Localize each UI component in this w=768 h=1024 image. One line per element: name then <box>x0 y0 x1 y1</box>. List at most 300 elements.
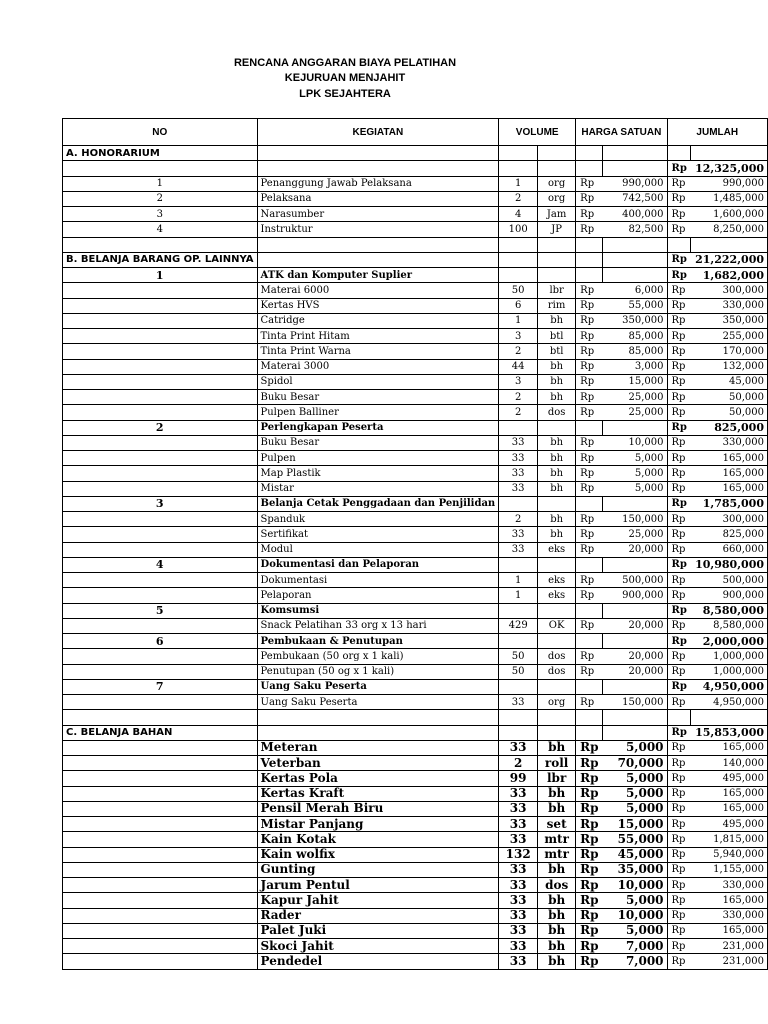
row-total-value: 495,000 <box>691 817 768 832</box>
empty-cell <box>576 557 603 572</box>
empty-cell <box>257 237 499 252</box>
row-price-value: 5,000 <box>603 481 667 496</box>
row-volume-unit: bh <box>538 435 576 450</box>
table-row <box>63 847 768 862</box>
row-volume-unit: lbr <box>538 771 576 786</box>
row-kegiatan: Jarum Pentul <box>257 878 499 893</box>
row-volume-qty: 2 <box>499 191 538 206</box>
row-volume-qty: 33 <box>499 740 538 755</box>
row-price-value: 85,000 <box>603 344 667 359</box>
row-volume-qty: 1 <box>499 588 538 603</box>
table-row <box>63 801 768 816</box>
group-total-currency: Rp <box>667 268 691 283</box>
row-total-currency: Rp <box>667 664 691 679</box>
row-kegiatan: Materai 6000 <box>257 283 499 298</box>
row-total-value: 8,580,000 <box>691 618 768 633</box>
row-total-currency: Rp <box>667 435 691 450</box>
row-volume-unit: bh <box>538 359 576 374</box>
empty-cell <box>667 237 691 252</box>
row-price-value: 500,000 <box>603 573 667 588</box>
row-price-value: 15,000 <box>603 817 667 832</box>
row-total-value: 990,000 <box>691 176 768 191</box>
empty-cell <box>499 237 538 252</box>
empty-cell <box>576 146 603 161</box>
empty-cell <box>499 420 538 435</box>
row-volume-unit: dos <box>538 649 576 664</box>
empty-cell <box>63 710 258 725</box>
row-number <box>63 298 258 313</box>
group-number: 4 <box>63 557 258 572</box>
row-price-value: 55,000 <box>603 832 667 847</box>
row-number <box>63 756 258 771</box>
section-header-row <box>63 146 768 161</box>
empty-cell <box>603 710 667 725</box>
row-total-value: 1,485,000 <box>691 191 768 206</box>
row-kegiatan: Spidol <box>257 374 499 389</box>
table-row <box>63 618 768 633</box>
empty-cell <box>603 725 667 740</box>
row-price-value: 20,000 <box>603 542 667 557</box>
row-price-currency: Rp <box>576 908 603 923</box>
empty-cell <box>603 603 667 618</box>
empty-cell <box>538 268 576 283</box>
row-total-value: 330,000 <box>691 298 768 313</box>
row-total-currency: Rp <box>667 817 691 832</box>
group-total-currency: Rp <box>667 420 691 435</box>
row-kegiatan: Dokumentasi <box>257 573 499 588</box>
row-kegiatan: Buku Besar <box>257 390 499 405</box>
row-volume-unit: bh <box>538 481 576 496</box>
col-header-volume: VOLUME <box>499 119 576 146</box>
table-row <box>63 878 768 893</box>
row-volume-unit: bh <box>538 801 576 816</box>
row-price-value: 5,000 <box>603 801 667 816</box>
group-header-row <box>63 496 768 511</box>
row-price-currency: Rp <box>576 771 603 786</box>
row-kegiatan: Penutupan (50 og x 1 kali) <box>257 664 499 679</box>
empty-cell <box>691 237 768 252</box>
row-price-currency: Rp <box>576 359 603 374</box>
section-total-value: 21,222,000 <box>691 252 768 267</box>
row-total-value: 4,950,000 <box>691 695 768 710</box>
table-row <box>63 908 768 923</box>
empty-cell <box>576 237 603 252</box>
group-total-currency: Rp <box>667 496 691 511</box>
empty-cell <box>257 725 499 740</box>
row-volume-qty: 429 <box>499 618 538 633</box>
row-total-value: 1,155,000 <box>691 862 768 877</box>
group-header-row <box>63 603 768 618</box>
section-header-row <box>63 252 768 267</box>
row-price-currency: Rp <box>576 573 603 588</box>
table-row <box>63 405 768 420</box>
row-kegiatan: Snack Pelatihan 33 org x 13 hari <box>257 618 499 633</box>
empty-cell <box>603 146 667 161</box>
row-number <box>63 405 258 420</box>
empty-cell <box>576 679 603 694</box>
row-volume-qty: 33 <box>499 435 538 450</box>
row-volume-unit: bh <box>538 786 576 801</box>
table-row <box>63 191 768 206</box>
row-volume-qty: 33 <box>499 893 538 908</box>
row-price-currency: Rp <box>576 512 603 527</box>
row-total-currency: Rp <box>667 542 691 557</box>
row-number <box>63 664 258 679</box>
table-row <box>63 649 768 664</box>
empty-cell <box>538 679 576 694</box>
table-row <box>63 512 768 527</box>
empty-cell <box>603 237 667 252</box>
spacer-row <box>63 710 768 725</box>
row-total-value: 50,000 <box>691 390 768 405</box>
row-price-currency: Rp <box>576 405 603 420</box>
row-volume-qty: 33 <box>499 786 538 801</box>
empty-cell <box>603 679 667 694</box>
table-row <box>63 359 768 374</box>
row-number <box>63 313 258 328</box>
row-volume-unit: JP <box>538 222 576 237</box>
row-volume-unit: bh <box>538 862 576 877</box>
row-number <box>63 923 258 938</box>
row-total-value: 1,815,000 <box>691 832 768 847</box>
group-total-value: 1,785,000 <box>691 496 768 511</box>
group-title: Komsumsi <box>257 603 499 618</box>
group-total-value: 825,000 <box>691 420 768 435</box>
row-kegiatan: Skoci Jahit <box>257 939 499 954</box>
row-price-currency: Rp <box>576 481 603 496</box>
row-volume-qty: 3 <box>499 329 538 344</box>
row-number <box>63 847 258 862</box>
section-total-currency: Rp <box>667 161 691 176</box>
section-total-value: 12,325,000 <box>691 161 768 176</box>
row-volume-qty: 50 <box>499 649 538 664</box>
empty-cell <box>499 268 538 283</box>
row-volume-qty: 50 <box>499 283 538 298</box>
row-kegiatan: Sertifikat <box>257 527 499 542</box>
table-row <box>63 756 768 771</box>
budget-table-body <box>63 119 768 970</box>
group-total-currency: Rp <box>667 634 691 649</box>
row-price-value: 25,000 <box>603 390 667 405</box>
row-kegiatan: Kapur Jahit <box>257 893 499 908</box>
empty-cell <box>603 634 667 649</box>
empty-cell <box>538 603 576 618</box>
row-price-currency: Rp <box>576 313 603 328</box>
row-number <box>63 329 258 344</box>
row-volume-unit: dos <box>538 664 576 679</box>
row-total-currency: Rp <box>667 939 691 954</box>
row-number <box>63 573 258 588</box>
row-number: 2 <box>63 191 258 206</box>
row-price-currency: Rp <box>576 527 603 542</box>
row-price-value: 3,000 <box>603 359 667 374</box>
row-price-value: 5,000 <box>603 786 667 801</box>
row-price-value: 35,000 <box>603 862 667 877</box>
row-number <box>63 832 258 847</box>
row-total-value: 500,000 <box>691 573 768 588</box>
group-title: Uang Saku Peserta <box>257 679 499 694</box>
row-total-currency: Rp <box>667 481 691 496</box>
empty-cell <box>257 146 499 161</box>
row-number <box>63 786 258 801</box>
table-row <box>63 573 768 588</box>
table-row <box>63 695 768 710</box>
empty-cell <box>576 710 603 725</box>
row-price-value: 5,000 <box>603 893 667 908</box>
group-title: Belanja Cetak Penggadaan dan Penjilidan <box>257 496 499 511</box>
row-price-value: 10,000 <box>603 435 667 450</box>
table-row <box>63 740 768 755</box>
row-total-currency: Rp <box>667 176 691 191</box>
row-kegiatan: Pendedel <box>257 954 499 969</box>
row-total-value: 165,000 <box>691 740 768 755</box>
row-total-currency: Rp <box>667 573 691 588</box>
table-row <box>63 344 768 359</box>
group-title: Pembukaan & Penutupan <box>257 634 499 649</box>
row-number <box>63 695 258 710</box>
empty-cell <box>603 496 667 511</box>
row-total-value: 165,000 <box>691 801 768 816</box>
row-price-value: 5,000 <box>603 740 667 755</box>
row-price-currency: Rp <box>576 222 603 237</box>
row-volume-qty: 33 <box>499 878 538 893</box>
row-price-currency: Rp <box>576 756 603 771</box>
row-kegiatan: Pelaksana <box>257 191 499 206</box>
row-price-value: 5,000 <box>603 451 667 466</box>
row-volume-qty: 33 <box>499 862 538 877</box>
row-total-currency: Rp <box>667 588 691 603</box>
row-total-currency: Rp <box>667 908 691 923</box>
row-kegiatan: Materai 3000 <box>257 359 499 374</box>
row-total-value: 45,000 <box>691 374 768 389</box>
table-row <box>63 786 768 801</box>
empty-cell <box>538 237 576 252</box>
section-total-currency: Rp <box>667 725 691 740</box>
empty-cell <box>691 146 768 161</box>
group-total-value: 10,980,000 <box>691 557 768 572</box>
row-total-value: 825,000 <box>691 527 768 542</box>
row-total-currency: Rp <box>667 405 691 420</box>
row-kegiatan: Pulpen Balliner <box>257 405 499 420</box>
col-header-no: NO <box>63 119 258 146</box>
row-price-currency: Rp <box>576 801 603 816</box>
row-volume-qty: 33 <box>499 695 538 710</box>
row-volume-unit: bh <box>538 908 576 923</box>
row-price-value: 400,000 <box>603 207 667 222</box>
row-price-currency: Rp <box>576 817 603 832</box>
row-volume-unit: bh <box>538 313 576 328</box>
table-row <box>63 451 768 466</box>
row-total-value: 255,000 <box>691 329 768 344</box>
table-row <box>63 176 768 191</box>
row-volume-unit: bh <box>538 939 576 954</box>
empty-cell <box>576 161 603 176</box>
row-price-value: 85,000 <box>603 329 667 344</box>
row-total-currency: Rp <box>667 359 691 374</box>
row-volume-unit: mtr <box>538 847 576 862</box>
row-total-currency: Rp <box>667 451 691 466</box>
empty-cell <box>538 252 576 267</box>
row-number <box>63 390 258 405</box>
row-total-value: 900,000 <box>691 588 768 603</box>
table-header-row <box>63 119 768 146</box>
table-row <box>63 313 768 328</box>
group-total-value: 4,950,000 <box>691 679 768 694</box>
row-volume-unit: bh <box>538 466 576 481</box>
section-title: C. BELANJA BAHAN <box>63 725 258 740</box>
row-kegiatan: Pembukaan (50 org x 1 kali) <box>257 649 499 664</box>
row-volume-unit: roll <box>538 756 576 771</box>
empty-cell <box>691 710 768 725</box>
row-total-value: 1,600,000 <box>691 207 768 222</box>
row-price-value: 55,000 <box>603 298 667 313</box>
row-number <box>63 618 258 633</box>
row-number <box>63 527 258 542</box>
group-number: 5 <box>63 603 258 618</box>
row-number <box>63 481 258 496</box>
row-price-currency: Rp <box>576 664 603 679</box>
row-volume-unit: bh <box>538 954 576 969</box>
table-row <box>63 862 768 877</box>
row-number <box>63 801 258 816</box>
row-total-value: 165,000 <box>691 893 768 908</box>
row-volume-qty: 33 <box>499 817 538 832</box>
row-price-value: 25,000 <box>603 405 667 420</box>
row-volume-unit: eks <box>538 573 576 588</box>
row-total-value: 140,000 <box>691 756 768 771</box>
empty-cell <box>576 634 603 649</box>
row-price-currency: Rp <box>576 435 603 450</box>
row-price-value: 5,000 <box>603 466 667 481</box>
table-row <box>63 939 768 954</box>
row-kegiatan: Instruktur <box>257 222 499 237</box>
group-number: 6 <box>63 634 258 649</box>
empty-cell <box>499 557 538 572</box>
row-number: 4 <box>63 222 258 237</box>
row-total-value: 50,000 <box>691 405 768 420</box>
row-total-currency: Rp <box>667 374 691 389</box>
row-price-value: 10,000 <box>603 878 667 893</box>
empty-cell <box>576 603 603 618</box>
empty-cell <box>499 146 538 161</box>
row-kegiatan: Kertas Kraft <box>257 786 499 801</box>
table-row <box>63 923 768 938</box>
row-volume-qty: 33 <box>499 832 538 847</box>
row-volume-qty: 33 <box>499 466 538 481</box>
row-volume-unit: btl <box>538 329 576 344</box>
row-volume-unit: Jam <box>538 207 576 222</box>
row-kegiatan: Tinta Print Hitam <box>257 329 499 344</box>
empty-cell <box>603 161 667 176</box>
empty-cell <box>63 161 258 176</box>
empty-cell <box>603 268 667 283</box>
section-total-row <box>63 161 768 176</box>
row-price-currency: Rp <box>576 649 603 664</box>
row-price-currency: Rp <box>576 832 603 847</box>
col-header-kegiatan: KEGIATAN <box>257 119 499 146</box>
row-volume-qty: 33 <box>499 542 538 557</box>
table-row <box>63 817 768 832</box>
row-volume-qty: 2 <box>499 344 538 359</box>
row-number <box>63 878 258 893</box>
table-row <box>63 435 768 450</box>
empty-cell <box>667 710 691 725</box>
table-row <box>63 664 768 679</box>
row-total-currency: Rp <box>667 649 691 664</box>
row-kegiatan: Penanggung Jawab Pelaksana <box>257 176 499 191</box>
row-price-currency: Rp <box>576 451 603 466</box>
row-price-currency: Rp <box>576 283 603 298</box>
spacer-row <box>63 237 768 252</box>
row-volume-unit: rim <box>538 298 576 313</box>
row-total-value: 165,000 <box>691 466 768 481</box>
row-kegiatan: Narasumber <box>257 207 499 222</box>
row-kegiatan: Tinta Print Warna <box>257 344 499 359</box>
row-volume-unit: org <box>538 695 576 710</box>
row-kegiatan: Buku Besar <box>257 435 499 450</box>
row-total-currency: Rp <box>667 329 691 344</box>
row-total-currency: Rp <box>667 771 691 786</box>
row-price-value: 20,000 <box>603 649 667 664</box>
empty-cell <box>538 710 576 725</box>
row-price-value: 350,000 <box>603 313 667 328</box>
row-volume-qty: 33 <box>499 954 538 969</box>
empty-cell <box>257 252 499 267</box>
table-row <box>63 283 768 298</box>
group-number: 7 <box>63 679 258 694</box>
empty-cell <box>499 496 538 511</box>
row-kegiatan: Kertas Pola <box>257 771 499 786</box>
row-volume-qty: 99 <box>499 771 538 786</box>
table-row <box>63 832 768 847</box>
row-price-currency: Rp <box>576 390 603 405</box>
doc-title: RENCANA ANGGARAN BIAYA PELATIHAN <box>233 57 457 69</box>
row-volume-qty: 1 <box>499 176 538 191</box>
row-total-currency: Rp <box>667 740 691 755</box>
row-number <box>63 740 258 755</box>
row-total-value: 330,000 <box>691 908 768 923</box>
table-row <box>63 222 768 237</box>
empty-cell <box>499 710 538 725</box>
section-title: B. BELANJA BARANG OP. LAINNYA <box>63 252 258 267</box>
row-number <box>63 283 258 298</box>
row-volume-qty: 2 <box>499 390 538 405</box>
row-volume-unit: org <box>538 176 576 191</box>
row-volume-qty: 2 <box>499 512 538 527</box>
row-volume-qty: 4 <box>499 207 538 222</box>
row-price-value: 20,000 <box>603 664 667 679</box>
row-price-currency: Rp <box>576 588 603 603</box>
row-number <box>63 359 258 374</box>
row-price-currency: Rp <box>576 542 603 557</box>
row-total-currency: Rp <box>667 207 691 222</box>
row-kegiatan: Kain Kotak <box>257 832 499 847</box>
row-price-value: 150,000 <box>603 512 667 527</box>
doc-organization: LPK SEJAHTERA <box>299 88 391 100</box>
table-row <box>63 527 768 542</box>
row-number <box>63 908 258 923</box>
row-kegiatan: Rader <box>257 908 499 923</box>
row-total-currency: Rp <box>667 862 691 877</box>
row-total-value: 350,000 <box>691 313 768 328</box>
empty-cell <box>667 146 691 161</box>
row-volume-qty: 2 <box>499 405 538 420</box>
col-header-harga-satuan: HARGA SATUAN <box>576 119 667 146</box>
empty-cell <box>576 252 603 267</box>
table-row <box>63 298 768 313</box>
table-row <box>63 954 768 969</box>
row-total-currency: Rp <box>667 466 691 481</box>
